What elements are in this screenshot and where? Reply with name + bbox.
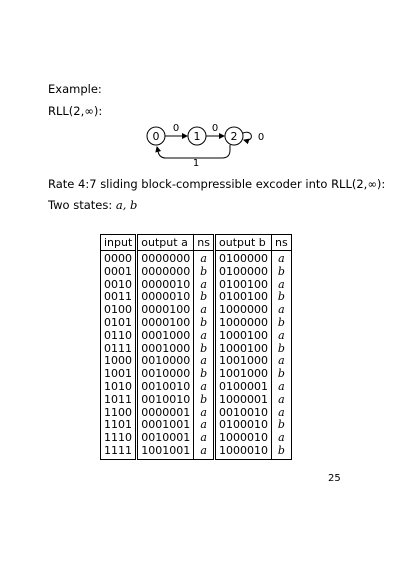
- cell-input: 0100: [101, 304, 137, 317]
- cell-output-a: 0010010: [137, 381, 194, 394]
- cell-output-a: 0001000: [137, 330, 194, 343]
- cell-output-b: 1000000: [215, 317, 272, 330]
- cell-input: 1100: [101, 407, 137, 420]
- cell-input: 1110: [101, 432, 137, 445]
- header-ns-a: ns: [194, 235, 215, 251]
- cell-ns-a: b: [194, 317, 215, 330]
- cell-ns-b: a: [272, 394, 292, 407]
- edge-0-to-1-label: 0: [172, 123, 180, 134]
- state-node-2-label: 2: [230, 130, 238, 143]
- cell-output-b: 0100000: [215, 251, 272, 266]
- cell-output-a: 0000000: [137, 251, 194, 266]
- cell-output-b: 1000100: [215, 330, 272, 343]
- cell-ns-b: a: [272, 381, 292, 394]
- table-row: [101, 330, 292, 343]
- cell-output-a: 0000100: [137, 304, 194, 317]
- cell-output-b: 1000010: [215, 432, 272, 445]
- cell-ns-a: a: [194, 279, 215, 292]
- table-body: [101, 251, 292, 460]
- cell-ns-a: a: [194, 445, 215, 459]
- cell-output-b: 1000000: [215, 304, 272, 317]
- cell-ns-b: b: [272, 368, 292, 381]
- cell-output-b: 1001000: [215, 355, 272, 368]
- cell-input: 0010: [101, 279, 137, 292]
- cell-input: 1001: [101, 368, 137, 381]
- cell-ns-a: a: [194, 432, 215, 445]
- cell-ns-b: a: [272, 251, 292, 266]
- cell-output-a: 0010000: [137, 355, 194, 368]
- cell-output-b: 0100001: [215, 381, 272, 394]
- edge-2-to-0-label: 1: [192, 158, 200, 166]
- table-row: [101, 394, 292, 407]
- cell-ns-b: b: [272, 317, 292, 330]
- cell-input: 1000: [101, 355, 137, 368]
- cell-ns-b: a: [272, 432, 292, 445]
- edge-1-to-2-label: 0: [211, 123, 219, 134]
- states-math: a, b: [115, 198, 138, 212]
- header-output-b: output b: [215, 235, 272, 251]
- table-header-row: [101, 235, 292, 251]
- cell-ns-b: b: [272, 291, 292, 304]
- cell-input: 0110: [101, 330, 137, 343]
- cell-ns-b: b: [272, 266, 292, 279]
- cell-ns-a: a: [194, 381, 215, 394]
- cell-ns-a: a: [194, 304, 215, 317]
- cell-ns-a: a: [194, 251, 215, 266]
- cell-output-b: 0010010: [215, 407, 272, 420]
- cell-output-b: 0100010: [215, 419, 272, 432]
- header-output-a: output a: [137, 235, 194, 251]
- cell-output-b: 0100000: [215, 266, 272, 279]
- cell-ns-a: a: [194, 330, 215, 343]
- cell-input: 0101: [101, 317, 137, 330]
- cell-ns-a: b: [194, 343, 215, 356]
- cell-input: 1101: [101, 419, 137, 432]
- edge-2-to-0: [157, 145, 230, 158]
- cell-output-b: 0100100: [215, 291, 272, 304]
- page-number: 25: [328, 473, 341, 484]
- cell-ns-a: a: [194, 407, 215, 420]
- cell-output-a: 0010000: [137, 368, 194, 381]
- cell-input: 0111: [101, 343, 137, 356]
- cell-input: 1111: [101, 445, 137, 459]
- cell-ns-b: b: [272, 419, 292, 432]
- encoder-table: [100, 234, 292, 460]
- rll-state-diagram: [140, 118, 270, 166]
- cell-ns-b: a: [272, 330, 292, 343]
- cell-input: 0011: [101, 291, 137, 304]
- cell-ns-b: a: [272, 304, 292, 317]
- cell-input: 1011: [101, 394, 137, 407]
- cell-output-a: 0000100: [137, 317, 194, 330]
- table-row: [101, 266, 292, 279]
- cell-ns-a: b: [194, 266, 215, 279]
- header-ns-b: ns: [272, 235, 292, 251]
- cell-output-a: 0000010: [137, 291, 194, 304]
- cell-output-b: 1000010: [215, 445, 272, 459]
- cell-output-a: 0001001: [137, 419, 194, 432]
- cell-ns-a: b: [194, 368, 215, 381]
- state-node-0-label: 0: [152, 130, 160, 143]
- states-line: [48, 198, 137, 212]
- cell-output-a: 0000010: [137, 279, 194, 292]
- state-node-1-label: 1: [193, 130, 201, 143]
- cell-input: 0000: [101, 251, 137, 266]
- cell-ns-b: a: [272, 279, 292, 292]
- cell-output-a: 1001001: [137, 445, 194, 459]
- header-input: input: [101, 235, 137, 251]
- cell-input: 0001: [101, 266, 137, 279]
- cell-output-b: 1000001: [215, 394, 272, 407]
- cell-ns-a: b: [194, 394, 215, 407]
- table-row: [101, 251, 292, 266]
- table-row: [101, 381, 292, 394]
- cell-output-a: 0000001: [137, 407, 194, 420]
- cell-ns-b: b: [272, 343, 292, 356]
- cell-ns-a: b: [194, 291, 215, 304]
- table-row: [101, 445, 292, 459]
- rate-description: Rate 4:7 sliding block-compressible excoder into RLL(2,∞):: [48, 177, 386, 191]
- cell-output-b: 1001000: [215, 368, 272, 381]
- rll-label: RLL(2,∞):: [48, 104, 103, 118]
- example-label: Example:: [48, 82, 102, 96]
- table-row: [101, 317, 292, 330]
- cell-ns-b: b: [272, 445, 292, 459]
- cell-input: 1010: [101, 381, 137, 394]
- cell-ns-a: a: [194, 355, 215, 368]
- cell-output-a: 0001000: [137, 343, 194, 356]
- cell-ns-a: a: [194, 419, 215, 432]
- cell-output-a: 0010001: [137, 432, 194, 445]
- cell-ns-b: a: [272, 407, 292, 420]
- cell-output-b: 1000100: [215, 343, 272, 356]
- cell-ns-b: a: [272, 355, 292, 368]
- cell-output-a: 0000000: [137, 266, 194, 279]
- cell-output-b: 0100100: [215, 279, 272, 292]
- self-loop-2-label: 0: [257, 132, 265, 143]
- self-loop-2: [243, 132, 251, 140]
- states-prefix: Two states:: [48, 198, 113, 212]
- cell-output-a: 0010010: [137, 394, 194, 407]
